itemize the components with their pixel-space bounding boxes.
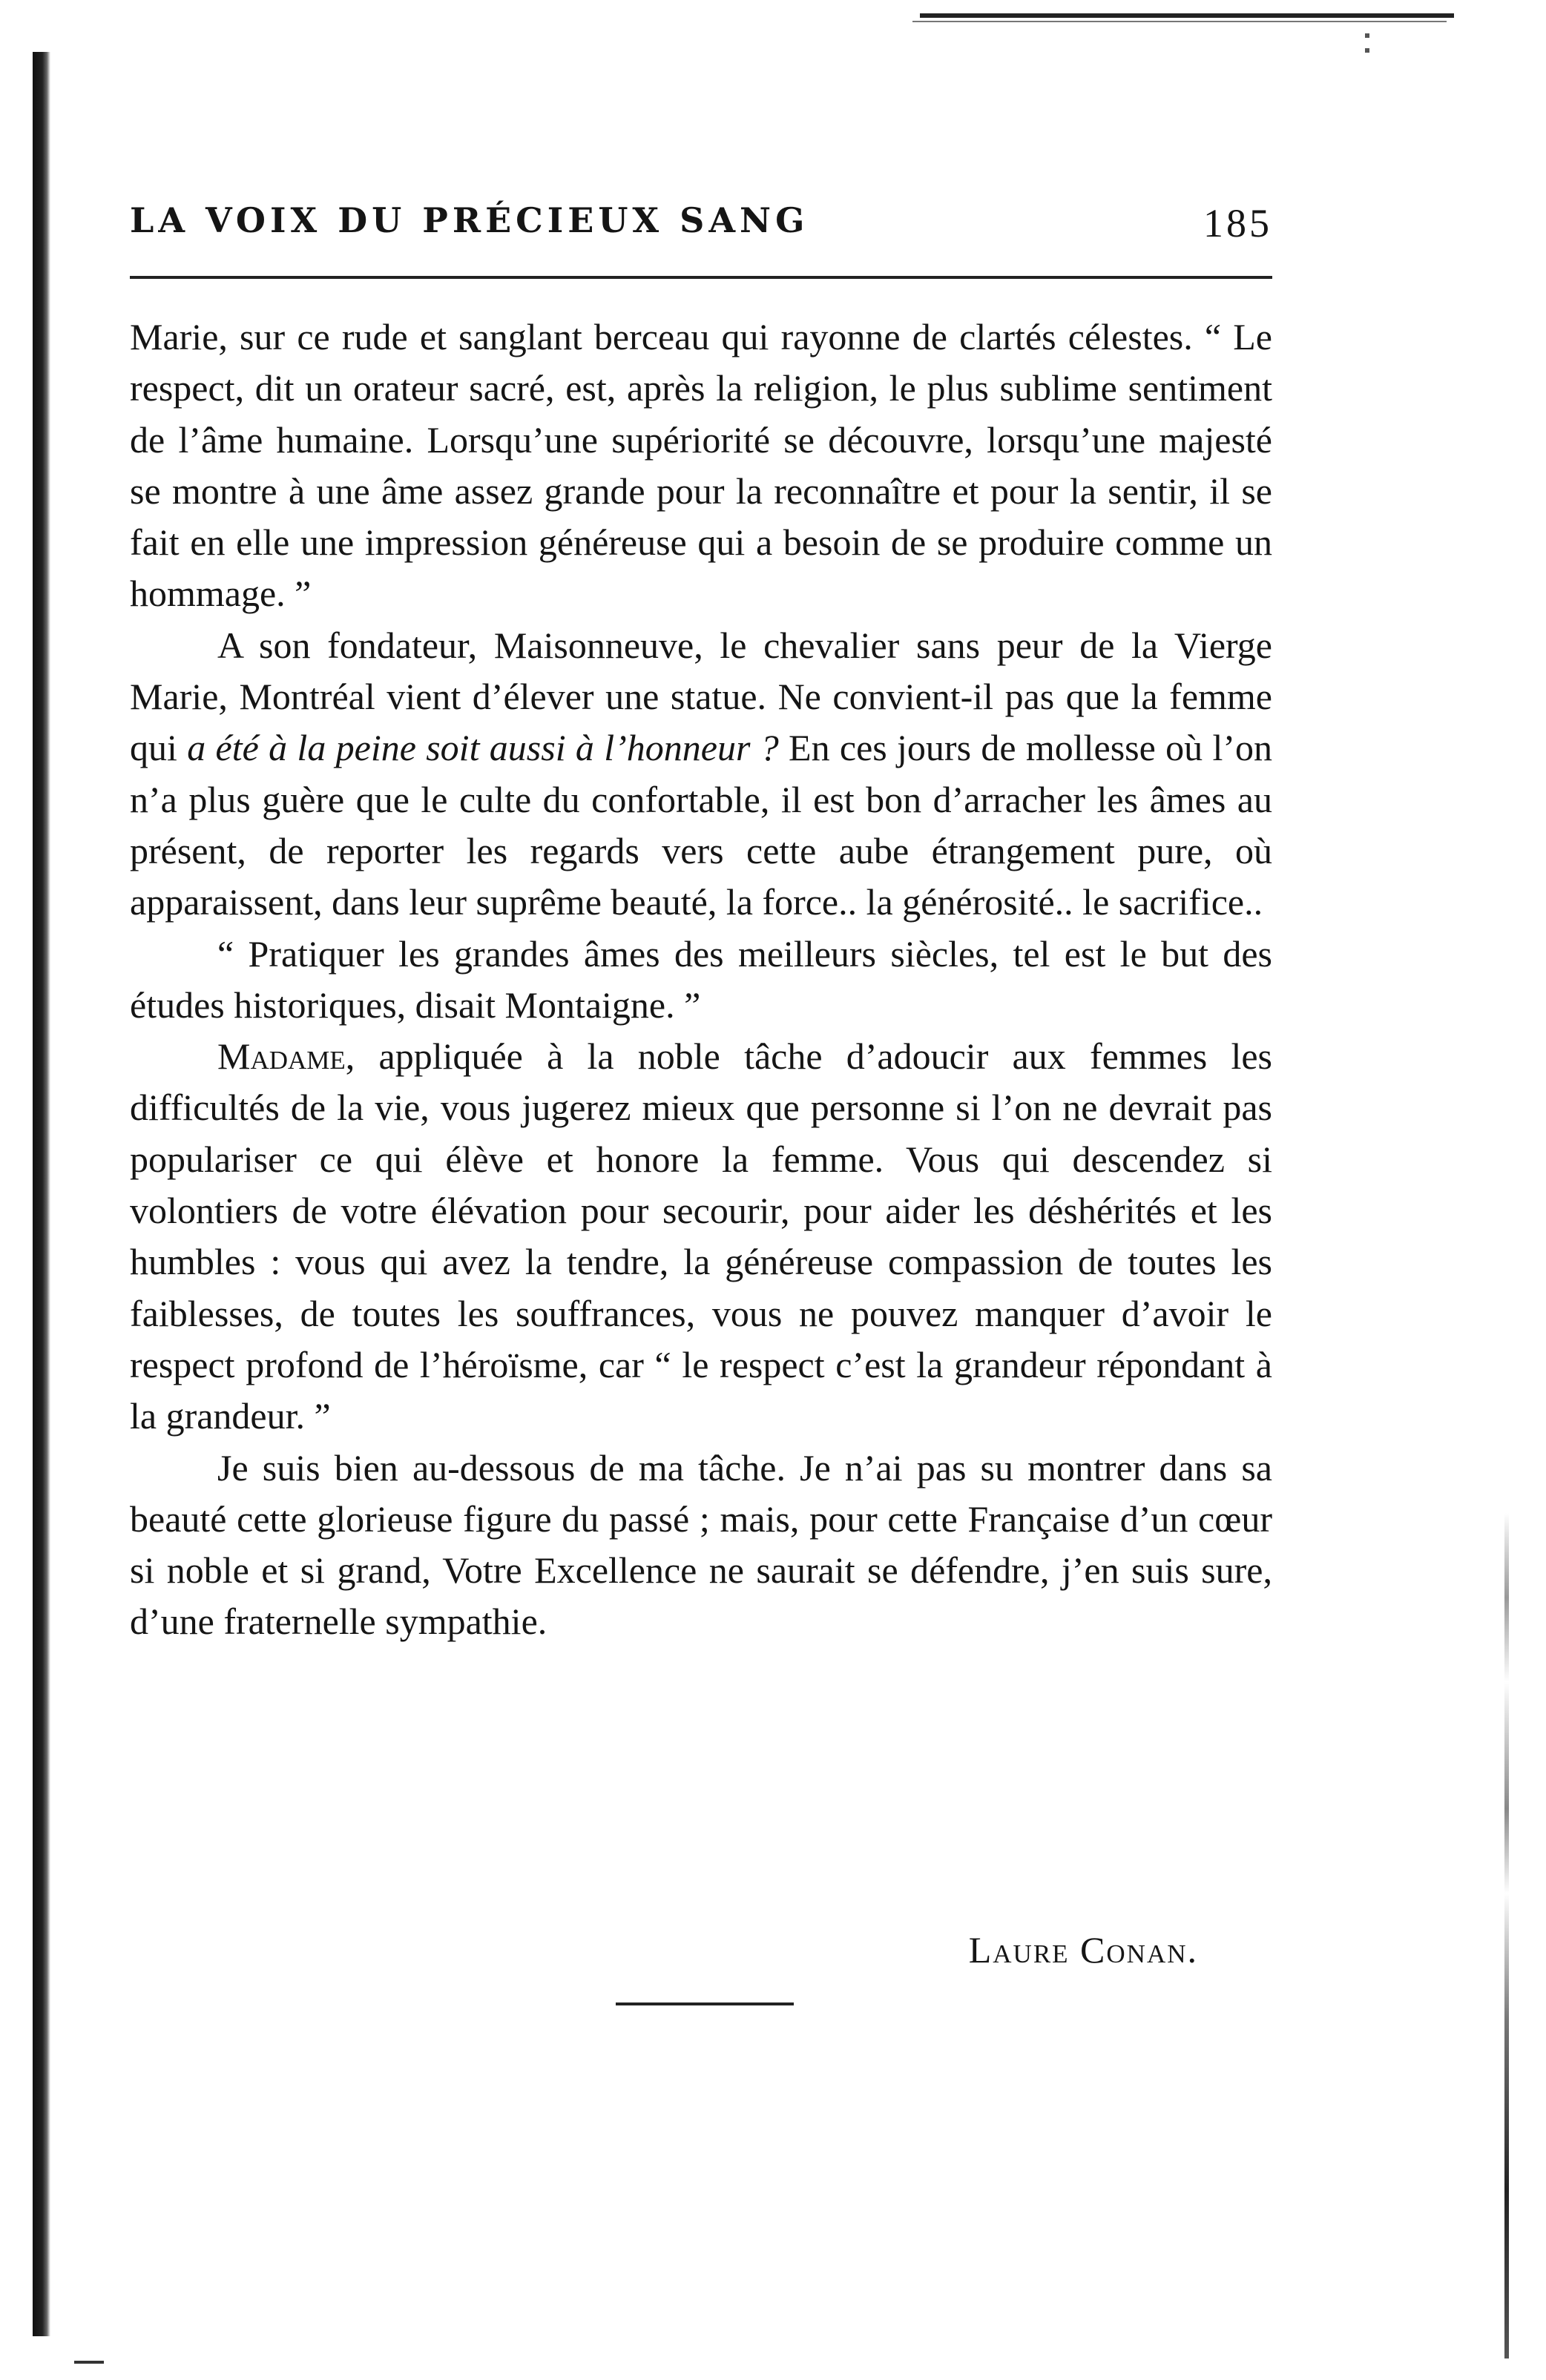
paragraph	[130, 620, 1272, 929]
signature: Laure Conan.	[968, 1929, 1198, 1971]
paragraph	[130, 1031, 1272, 1442]
paragraph-text: En ces jours de mollesse où l’on n’a plus guère que le culte du confortable, il est bon d’arracher les âmes au présent, de reporter les regards vers cette aube étrangement pure, où apparaissent, dans leur suprême beauté, la force.. la générosité.. le sacrifice..	[130, 727, 1272, 923]
paragraph-text: A son fondateur, Maisonneuve, le chevalier sans peur de la Vierge Marie, Montréal vient d’élever une statue. Ne convient-il pas que la femme qui	[130, 624, 1272, 769]
scan-top-rule-thin	[912, 21, 1447, 22]
paragraph: “ Pratiquer les grandes âmes des meilleurs siècles, tel est le but des études historiques, disait Montaigne. ”	[130, 932, 1272, 1026]
scan-speck	[1365, 33, 1369, 38]
italic-quotation: a été à la peine soit aussi à l’honneur ?	[187, 727, 779, 769]
end-rule	[616, 2002, 794, 2005]
paragraph: Je suis bien au-dessous de ma tâche. Je n’ai pas su montrer dans sa beauté cette glorieuse figure du passé ; mais, pour cette Française d’un cœur si noble et si grand, Votre Excellence ne saurait se défendre, j’en suis sure, d’une fraternelle sympathie.	[130, 1446, 1272, 1643]
scan-right-edge-noise	[1504, 1513, 1509, 2358]
book-binding-edge	[33, 52, 50, 2336]
scan-bottom-mark	[74, 2361, 104, 2364]
salutation: Madame,	[217, 1035, 355, 1078]
header-rule	[130, 276, 1272, 279]
running-title: LA VOIX DU PRÉCIEUX SANG	[130, 200, 809, 240]
scan-speck	[1365, 48, 1369, 53]
paragraph-text: appliquée à la noble tâche d’adoucir aux femmes les difficultés de la vie, vous jugerez mieux que personne si l’on ne devrait pas populariser ce qui élève et honore la femme. Vous qui descendez si volontiers de votre élévation pour secourir, pour aider les déshérités et les humbles : vous qui avez la tendre, la généreuse compassion de toutes les faiblesses, de toutes les souffrances, vous ne pouvez manquer d’avoir le respect profond de l’héroïsme, car “ le respect c’est la grandeur répondant à la grandeur. ”	[130, 1035, 1272, 1437]
page-header	[130, 200, 1272, 245]
page-number: 185	[1203, 201, 1272, 245]
paragraph: Marie, sur ce rude et sanglant berceau qui rayonne de clartés célestes. “ Le respect, dit un orateur sacré, est, après la religion, le plus sublime sentiment de l’âme humaine. Lorsqu’une supériorité se découvre, lorsqu’une majesté se montre à une âme assez grande pour la reconnaître et pour la sentir, il se fait en elle une impression généreuse qui a besoin de se produire comme un hommage. ”	[130, 316, 1272, 615]
scan-top-rule	[920, 13, 1454, 18]
body-text	[130, 311, 1272, 1648]
